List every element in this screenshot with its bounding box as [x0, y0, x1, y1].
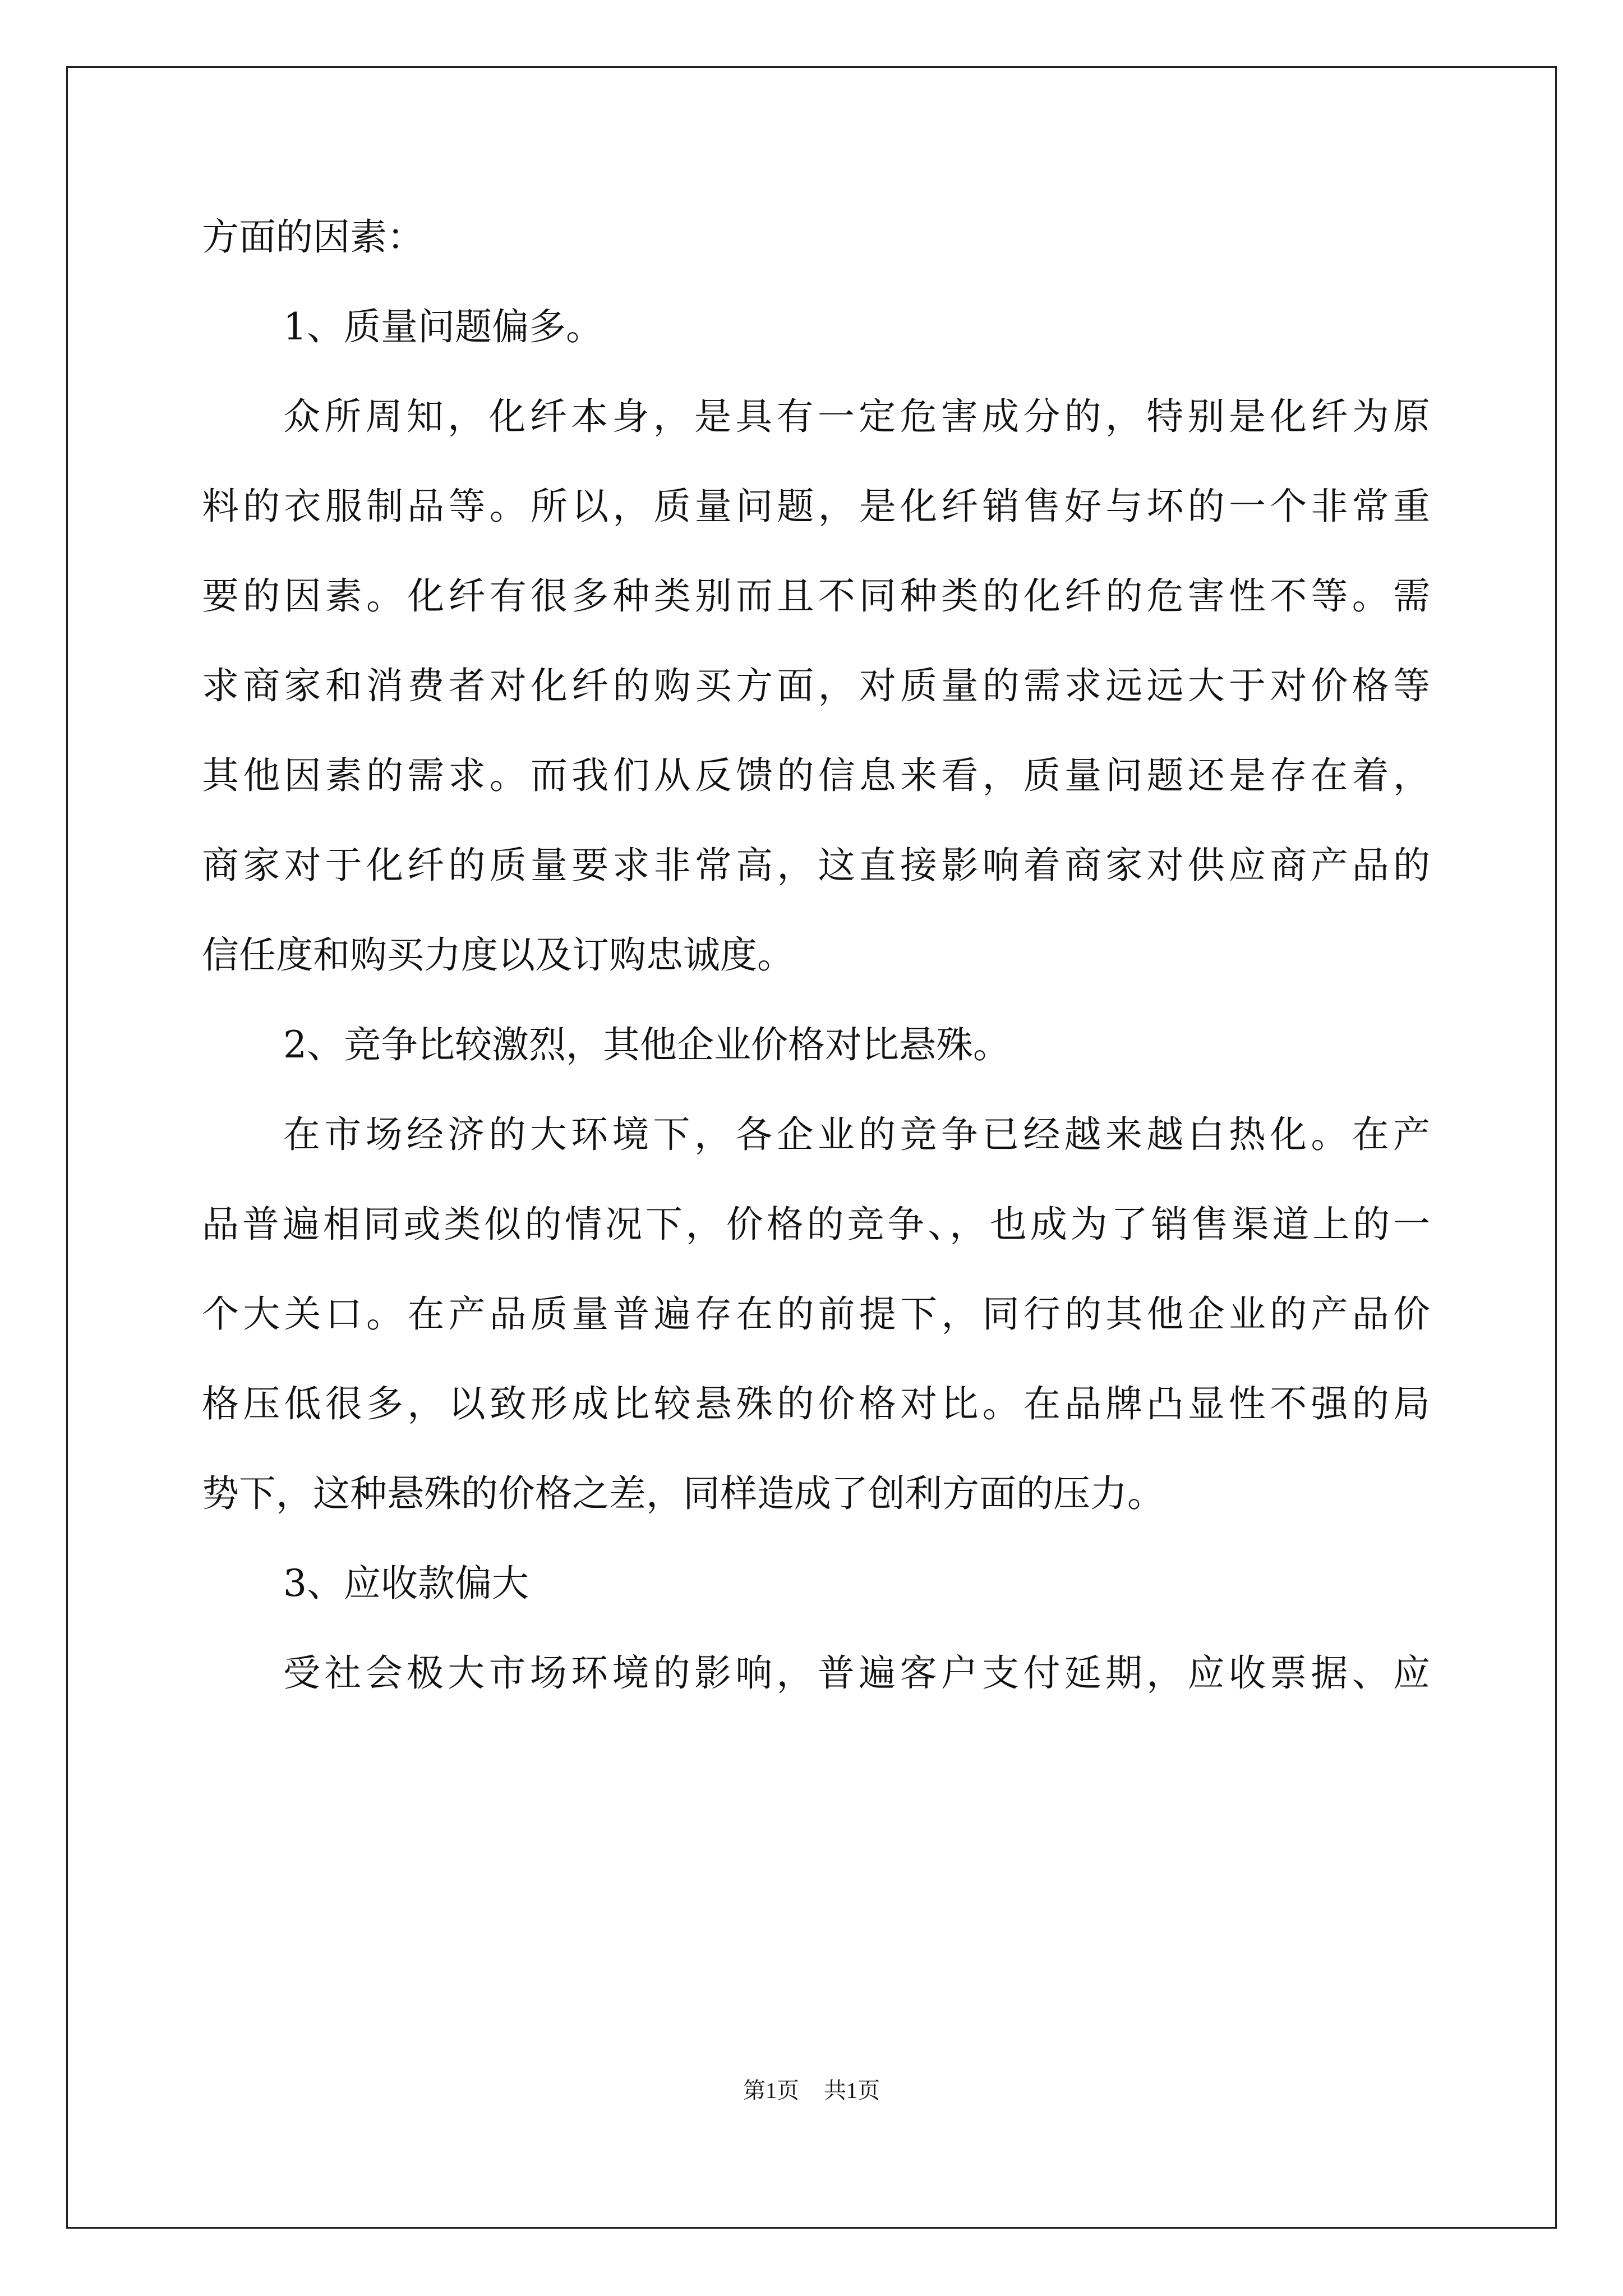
body-line-7: 其他因素的需求。而我们从反馈的信息来看，质量问题还是存在着， — [202, 754, 1430, 797]
body-line-4: 料的衣服制品等。所以，质量问题，是化纤销售好与坏的一个非常重 — [202, 485, 1430, 528]
section-heading-2: 2、竞争比较激烈，其他企业价格对比悬殊。 — [283, 1023, 1010, 1066]
section-heading-3: 3、应收款偏大 — [283, 1562, 529, 1605]
body-line-3: 众所周知，化纤本身，是具有一定危害成分的，特别是化纤为原 — [283, 395, 1430, 438]
page-footer — [0, 2074, 1623, 2108]
body-line-5: 要的因素。化纤有很多种类别而且不同种类的化纤的危害性不等。需 — [202, 574, 1430, 618]
page-number-current: 第1页 — [743, 2078, 799, 2103]
section-heading-1: 1、质量问题偏多。 — [283, 305, 603, 348]
page-number-total: 共1页 — [824, 2078, 880, 2103]
body-line-13: 个大关口。在产品质量普遍存在的前提下，同行的其他企业的产品价 — [202, 1292, 1430, 1336]
body-line-8: 商家对于化纤的质量要求非常高，这直接影响着商家对供应商产品的 — [202, 844, 1430, 887]
body-line-11: 在市场经济的大环境下，各企业的竞争已经越来越白热化。在产 — [283, 1113, 1430, 1156]
body-line-6: 求商家和消费者对化纤的购买方面，对质量的需求远远大于对价格等 — [202, 664, 1430, 707]
body-line-12: 品普遍相同或类似的情况下，价格的竞争、，也成为了销售渠道上的一 — [202, 1203, 1430, 1246]
body-line-9: 信任度和购买力度以及订购忠诚度。 — [202, 933, 794, 977]
body-line-1: 方面的因素： — [202, 215, 424, 259]
body-line-17: 受社会极大市场环境的影响，普遍客户支付延期，应收票据、应 — [283, 1651, 1430, 1695]
body-line-14: 格压低很多，以致形成比较悬殊的价格对比。在品牌凸显性不强的局 — [202, 1382, 1430, 1425]
body-line-15: 势下，这种悬殊的价格之差，同样造成了创利方面的压力。 — [202, 1472, 1164, 1515]
